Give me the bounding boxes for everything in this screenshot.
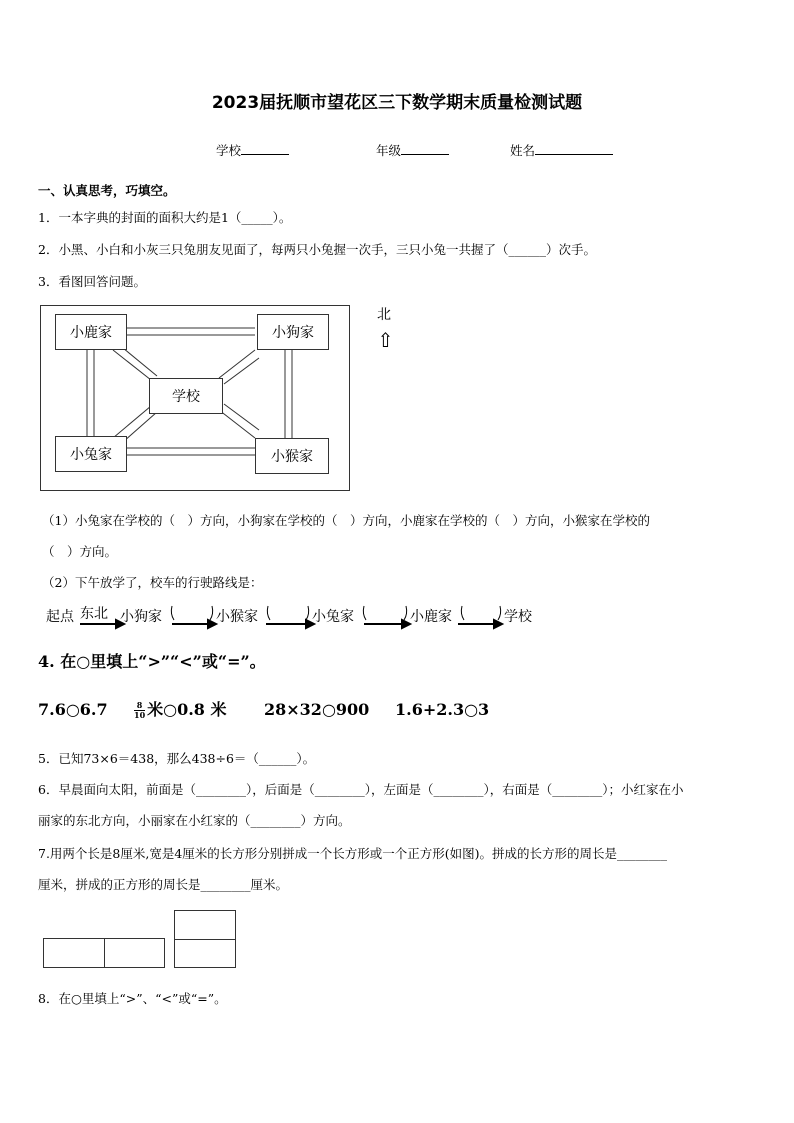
- fraction-denominator: 10: [134, 710, 146, 720]
- fraction: [134, 701, 145, 720]
- north-label: 北: [377, 307, 391, 323]
- name-blank[interactable]: [535, 142, 613, 155]
- route-end-school: 学校: [504, 609, 532, 625]
- question-4: 4. 在○里填上“>”“<”或“=”。: [38, 652, 266, 671]
- question-3-1-line2: （ ）方向。: [42, 544, 118, 559]
- grade-field: [376, 141, 449, 159]
- question-7-line2: 厘米，拼成的正方形的周长是________厘米。: [38, 877, 289, 892]
- fraction-numerator: 8: [134, 701, 145, 711]
- name-label: 姓名: [510, 143, 536, 158]
- question-1: 1．一本字典的封面的面积大约是1（_____）。: [38, 210, 292, 225]
- route-stop-deer: 小鹿家: [410, 609, 452, 625]
- monkey-home: 小猴家: [255, 438, 329, 474]
- map-figure: [40, 305, 350, 491]
- combined-square-figure: [174, 910, 236, 968]
- question-6-line2: 丽家的东北方向，小丽家在小红家的（________）方向。: [38, 813, 351, 828]
- section-heading: 一、认真思考，巧填空。: [38, 183, 176, 198]
- north-arrow-icon: ⇧: [377, 328, 394, 352]
- question-6-line1: 6．早晨面向太阳，前面是（________），后面是（________），左面是（________），右面是（________）；小红家在小: [38, 782, 684, 797]
- grade-label: 年级: [376, 143, 402, 158]
- route-stop-monkey: 小猴家: [216, 609, 258, 625]
- question-3-1-line1: （1）小兔家在学校的（ ）方向，小狗家在学校的（ ）方向，小鹿家在学校的（ ）方向，小猴家在学校的: [42, 513, 650, 528]
- question-3: 3．看图回答问题。: [38, 274, 146, 289]
- q4-item-a: 7.6○6.7: [38, 700, 108, 719]
- page-title: 2023届抚顺市望花区三下数学期末质量检测试题: [211, 93, 583, 113]
- q4-item-b: [134, 697, 227, 720]
- school-building: 学校: [149, 378, 223, 414]
- square-divider: [175, 939, 235, 940]
- question-5: 5．已知73×6＝438，那么438÷6＝（______）。: [38, 751, 316, 766]
- route-direction-1: 东北: [80, 606, 108, 622]
- route-stop-rabbit: 小兔家: [312, 609, 354, 625]
- route-stop-dog: 小狗家: [120, 609, 162, 625]
- school-label: 学校: [216, 143, 242, 158]
- question-2: 2．小黑、小白和小灰三只兔朋友见面了，每两只小兔握一次手，三只小兔一共握了（______）次手。: [38, 242, 596, 257]
- name-field: [510, 141, 613, 159]
- deer-home: 小鹿家: [55, 314, 127, 350]
- question-3-2: （2）下午放学了，校车的行驶路线是：: [42, 575, 263, 590]
- grade-blank[interactable]: [401, 142, 449, 155]
- dog-home: 小狗家: [257, 314, 329, 350]
- rabbit-home: 小兔家: [55, 436, 127, 472]
- rectangle-divider: [104, 939, 105, 967]
- q4-item-b-rest: 米○0.8 米: [147, 700, 227, 719]
- route-diagram: [44, 600, 564, 634]
- question-8: 8．在○里填上“>”、“<”或“=”。: [38, 991, 227, 1006]
- q4-item-d: 1.6+2.3○3: [395, 700, 490, 719]
- question-7-line1: 7.用两个长是8厘米,宽是4厘米的长方形分别拼成一个长方形或一个正方形(如图)。拼成的长方形的周长是________: [38, 846, 668, 861]
- route-start: 起点: [46, 609, 74, 625]
- school-blank[interactable]: [241, 142, 289, 155]
- combined-rectangle-figure: [43, 938, 165, 968]
- school-field: [216, 141, 289, 159]
- q4-item-c: 28×32○900: [264, 700, 370, 719]
